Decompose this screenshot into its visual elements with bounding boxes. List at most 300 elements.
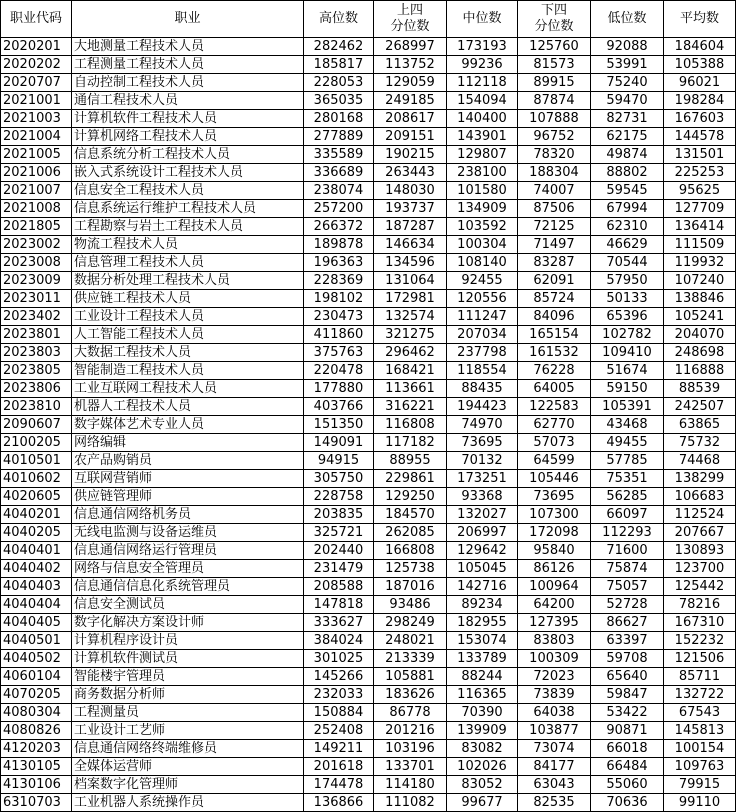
table-row bbox=[1, 578, 736, 596]
cell-average: 242507 bbox=[664, 398, 736, 416]
cell-average: 207667 bbox=[664, 524, 736, 542]
table-row bbox=[1, 416, 736, 434]
cell-occupation: 数据分析处理工程技术人员 bbox=[72, 272, 304, 290]
cell-upper-quartile: 166808 bbox=[374, 542, 447, 560]
table-row bbox=[1, 398, 736, 416]
table-row bbox=[1, 38, 736, 56]
cell-upper-quartile: 268997 bbox=[374, 38, 447, 56]
cell-low: 49874 bbox=[591, 146, 664, 164]
cell-high: 201618 bbox=[304, 758, 374, 776]
table-row bbox=[1, 290, 736, 308]
cell-median: 206997 bbox=[447, 524, 518, 542]
cell-median: 102026 bbox=[447, 758, 518, 776]
cell-upper-quartile: 262085 bbox=[374, 524, 447, 542]
cell-lower-quartile: 64038 bbox=[518, 704, 591, 722]
cell-occupation: 智能制造工程技术人员 bbox=[72, 362, 304, 380]
cell-code: 2021004 bbox=[1, 128, 72, 146]
cell-low: 59708 bbox=[591, 650, 664, 668]
cell-code: 4040405 bbox=[1, 614, 72, 632]
cell-code: 2020707 bbox=[1, 74, 72, 92]
cell-lower-quartile: 64005 bbox=[518, 380, 591, 398]
cell-low: 65640 bbox=[591, 668, 664, 686]
cell-lower-quartile: 74007 bbox=[518, 182, 591, 200]
cell-lower-quartile: 62091 bbox=[518, 272, 591, 290]
cell-median: 74970 bbox=[447, 416, 518, 434]
cell-upper-quartile: 296462 bbox=[374, 344, 447, 362]
cell-high: 203835 bbox=[304, 506, 374, 524]
cell-lower-quartile: 103877 bbox=[518, 722, 591, 740]
cell-low: 55060 bbox=[591, 776, 664, 794]
cell-lower-quartile: 105446 bbox=[518, 470, 591, 488]
cell-average: 116888 bbox=[664, 362, 736, 380]
cell-low: 59545 bbox=[591, 182, 664, 200]
cell-average: 198284 bbox=[664, 92, 736, 110]
header-cell-median: 中位数 bbox=[447, 1, 518, 38]
cell-occupation: 商务数据分析师 bbox=[72, 686, 304, 704]
cell-occupation: 物流工程技术人员 bbox=[72, 236, 304, 254]
cell-upper-quartile: 172981 bbox=[374, 290, 447, 308]
cell-low: 92088 bbox=[591, 38, 664, 56]
cell-average: 125442 bbox=[664, 578, 736, 596]
cell-average: 127709 bbox=[664, 200, 736, 218]
cell-average: 131501 bbox=[664, 146, 736, 164]
cell-low: 66018 bbox=[591, 740, 664, 758]
cell-median: 207034 bbox=[447, 326, 518, 344]
cell-median: 88244 bbox=[447, 668, 518, 686]
cell-average: 167310 bbox=[664, 614, 736, 632]
cell-median: 129807 bbox=[447, 146, 518, 164]
cell-average: 88539 bbox=[664, 380, 736, 398]
cell-median: 105045 bbox=[447, 560, 518, 578]
header-cell-low: 低位数 bbox=[591, 1, 664, 38]
cell-high: 174478 bbox=[304, 776, 374, 794]
cell-low: 62310 bbox=[591, 218, 664, 236]
cell-low: 109410 bbox=[591, 344, 664, 362]
cell-lower-quartile: 78320 bbox=[518, 146, 591, 164]
cell-lower-quartile: 172098 bbox=[518, 524, 591, 542]
cell-median: 83052 bbox=[447, 776, 518, 794]
cell-occupation: 计算机软件工程技术人员 bbox=[72, 110, 304, 128]
cell-upper-quartile: 187016 bbox=[374, 578, 447, 596]
cell-occupation: 供应链管理师 bbox=[72, 488, 304, 506]
cell-average: 109763 bbox=[664, 758, 736, 776]
cell-average: 152232 bbox=[664, 632, 736, 650]
table-row bbox=[1, 146, 736, 164]
cell-lower-quartile: 76228 bbox=[518, 362, 591, 380]
cell-upper-quartile: 183626 bbox=[374, 686, 447, 704]
cell-high: 228758 bbox=[304, 488, 374, 506]
cell-low: 70636 bbox=[591, 794, 664, 812]
cell-upper-quartile: 209151 bbox=[374, 128, 447, 146]
cell-high: 231479 bbox=[304, 560, 374, 578]
cell-code: 2090607 bbox=[1, 416, 72, 434]
cell-code: 4040501 bbox=[1, 632, 72, 650]
cell-high: 280168 bbox=[304, 110, 374, 128]
cell-upper-quartile: 93486 bbox=[374, 596, 447, 614]
cell-occupation: 信息通信网络机务员 bbox=[72, 506, 304, 524]
cell-upper-quartile: 213339 bbox=[374, 650, 447, 668]
table-row bbox=[1, 686, 736, 704]
cell-average: 138299 bbox=[664, 470, 736, 488]
cell-median: 116365 bbox=[447, 686, 518, 704]
cell-high: 220478 bbox=[304, 362, 374, 380]
cell-average: 105241 bbox=[664, 308, 736, 326]
cell-high: 228369 bbox=[304, 272, 374, 290]
cell-code: 4040402 bbox=[1, 560, 72, 578]
cell-average: 167603 bbox=[664, 110, 736, 128]
cell-lower-quartile: 122583 bbox=[518, 398, 591, 416]
cell-high: 196363 bbox=[304, 254, 374, 272]
cell-average: 136414 bbox=[664, 218, 736, 236]
cell-code: 2021007 bbox=[1, 182, 72, 200]
cell-upper-quartile: 86778 bbox=[374, 704, 447, 722]
cell-high: 403766 bbox=[304, 398, 374, 416]
cell-average: 130893 bbox=[664, 542, 736, 560]
cell-lower-quartile: 63043 bbox=[518, 776, 591, 794]
cell-low: 70544 bbox=[591, 254, 664, 272]
table-row bbox=[1, 92, 736, 110]
table-row bbox=[1, 542, 736, 560]
table-row bbox=[1, 632, 736, 650]
table-row bbox=[1, 722, 736, 740]
cell-average: 144578 bbox=[664, 128, 736, 146]
cell-median: 111247 bbox=[447, 308, 518, 326]
cell-median: 154094 bbox=[447, 92, 518, 110]
cell-high: 232033 bbox=[304, 686, 374, 704]
cell-high: 301025 bbox=[304, 650, 374, 668]
cell-high: 335589 bbox=[304, 146, 374, 164]
cell-upper-quartile: 134596 bbox=[374, 254, 447, 272]
table-row bbox=[1, 596, 736, 614]
cell-low: 63397 bbox=[591, 632, 664, 650]
table-row bbox=[1, 704, 736, 722]
cell-occupation: 智能楼宇管理员 bbox=[72, 668, 304, 686]
cell-low: 67994 bbox=[591, 200, 664, 218]
cell-code: 4010501 bbox=[1, 452, 72, 470]
cell-occupation: 自动控制工程技术人员 bbox=[72, 74, 304, 92]
cell-low: 82731 bbox=[591, 110, 664, 128]
cell-low: 90871 bbox=[591, 722, 664, 740]
cell-upper-quartile: 105881 bbox=[374, 668, 447, 686]
cell-average: 99110 bbox=[664, 794, 736, 812]
cell-occupation: 数字化解决方案设计师 bbox=[72, 614, 304, 632]
cell-code: 4120203 bbox=[1, 740, 72, 758]
cell-high: 145266 bbox=[304, 668, 374, 686]
cell-high: 136866 bbox=[304, 794, 374, 812]
cell-lower-quartile: 100309 bbox=[518, 650, 591, 668]
table-row bbox=[1, 740, 736, 758]
cell-upper-quartile: 146634 bbox=[374, 236, 447, 254]
cell-occupation: 网络与信息安全管理员 bbox=[72, 560, 304, 578]
cell-high: 325721 bbox=[304, 524, 374, 542]
cell-low: 66097 bbox=[591, 506, 664, 524]
cell-upper-quartile: 132574 bbox=[374, 308, 447, 326]
cell-average: 121506 bbox=[664, 650, 736, 668]
header-cell-code: 职业代码 bbox=[1, 1, 72, 38]
table-row bbox=[1, 326, 736, 344]
cell-median: 101580 bbox=[447, 182, 518, 200]
cell-median: 70390 bbox=[447, 704, 518, 722]
cell-average: 138846 bbox=[664, 290, 736, 308]
cell-low: 105391 bbox=[591, 398, 664, 416]
cell-occupation: 信息通信信息化系统管理员 bbox=[72, 578, 304, 596]
cell-occupation: 工程测量工程技术人员 bbox=[72, 56, 304, 74]
cell-high: 149091 bbox=[304, 434, 374, 452]
cell-lower-quartile: 107300 bbox=[518, 506, 591, 524]
cell-low: 53422 bbox=[591, 704, 664, 722]
cell-median: 120556 bbox=[447, 290, 518, 308]
cell-code: 2023803 bbox=[1, 344, 72, 362]
table-row bbox=[1, 668, 736, 686]
cell-upper-quartile: 117182 bbox=[374, 434, 447, 452]
table-row bbox=[1, 308, 736, 326]
cell-average: 85711 bbox=[664, 668, 736, 686]
cell-median: 100304 bbox=[447, 236, 518, 254]
cell-code: 2023806 bbox=[1, 380, 72, 398]
cell-median: 237798 bbox=[447, 344, 518, 362]
cell-median: 118554 bbox=[447, 362, 518, 380]
cell-median: 70132 bbox=[447, 452, 518, 470]
cell-upper-quartile: 208617 bbox=[374, 110, 447, 128]
cell-lower-quartile: 73695 bbox=[518, 488, 591, 506]
cell-average: 112524 bbox=[664, 506, 736, 524]
cell-upper-quartile: 184570 bbox=[374, 506, 447, 524]
cell-upper-quartile: 190215 bbox=[374, 146, 447, 164]
cell-high: 147818 bbox=[304, 596, 374, 614]
table-row bbox=[1, 74, 736, 92]
cell-lower-quartile: 85724 bbox=[518, 290, 591, 308]
cell-code: 4020605 bbox=[1, 488, 72, 506]
cell-code: 2021008 bbox=[1, 200, 72, 218]
cell-high: 149211 bbox=[304, 740, 374, 758]
cell-high: 94915 bbox=[304, 452, 374, 470]
cell-median: 139909 bbox=[447, 722, 518, 740]
cell-median: 134909 bbox=[447, 200, 518, 218]
cell-median: 93368 bbox=[447, 488, 518, 506]
cell-occupation: 无线电监测与设备运维员 bbox=[72, 524, 304, 542]
cell-median: 83082 bbox=[447, 740, 518, 758]
cell-code: 2021005 bbox=[1, 146, 72, 164]
cell-code: 2021805 bbox=[1, 218, 72, 236]
cell-average: 248698 bbox=[664, 344, 736, 362]
cell-high: 202440 bbox=[304, 542, 374, 560]
cell-upper-quartile: 249185 bbox=[374, 92, 447, 110]
cell-upper-quartile: 125738 bbox=[374, 560, 447, 578]
cell-upper-quartile: 113661 bbox=[374, 380, 447, 398]
header-cell-average: 平均数 bbox=[664, 1, 736, 38]
cell-upper-quartile: 129059 bbox=[374, 74, 447, 92]
cell-upper-quartile: 229861 bbox=[374, 470, 447, 488]
cell-occupation: 信息安全测试员 bbox=[72, 596, 304, 614]
cell-high: 185817 bbox=[304, 56, 374, 74]
cell-occupation: 工程测量员 bbox=[72, 704, 304, 722]
cell-lower-quartile: 188304 bbox=[518, 164, 591, 182]
table-row bbox=[1, 182, 736, 200]
cell-low: 112293 bbox=[591, 524, 664, 542]
table-row bbox=[1, 200, 736, 218]
cell-low: 75057 bbox=[591, 578, 664, 596]
table-row bbox=[1, 362, 736, 380]
cell-lower-quartile: 95840 bbox=[518, 542, 591, 560]
cell-median: 194423 bbox=[447, 398, 518, 416]
cell-code: 2023008 bbox=[1, 254, 72, 272]
cell-occupation: 工程勘察与岩土工程技术人员 bbox=[72, 218, 304, 236]
cell-average: 132722 bbox=[664, 686, 736, 704]
cell-average: 100154 bbox=[664, 740, 736, 758]
cell-median: 129642 bbox=[447, 542, 518, 560]
cell-high: 177880 bbox=[304, 380, 374, 398]
cell-code: 2100205 bbox=[1, 434, 72, 452]
cell-median: 182955 bbox=[447, 614, 518, 632]
table-row bbox=[1, 614, 736, 632]
cell-average: 123700 bbox=[664, 560, 736, 578]
cell-code: 2021003 bbox=[1, 110, 72, 128]
cell-high: 189878 bbox=[304, 236, 374, 254]
cell-occupation: 档案数字化管理师 bbox=[72, 776, 304, 794]
cell-average: 106683 bbox=[664, 488, 736, 506]
table-row bbox=[1, 236, 736, 254]
cell-median: 73695 bbox=[447, 434, 518, 452]
cell-average: 67543 bbox=[664, 704, 736, 722]
cell-high: 305750 bbox=[304, 470, 374, 488]
header-cell-upper-quartile: 上四 分位数 bbox=[374, 1, 447, 38]
cell-occupation: 信息安全工程技术人员 bbox=[72, 182, 304, 200]
cell-high: 238074 bbox=[304, 182, 374, 200]
cell-code: 2023805 bbox=[1, 362, 72, 380]
cell-upper-quartile: 111082 bbox=[374, 794, 447, 812]
cell-lower-quartile: 72125 bbox=[518, 218, 591, 236]
cell-lower-quartile: 72023 bbox=[518, 668, 591, 686]
cell-code: 2023402 bbox=[1, 308, 72, 326]
cell-occupation: 计算机程序设计员 bbox=[72, 632, 304, 650]
table-row bbox=[1, 254, 736, 272]
cell-low: 51674 bbox=[591, 362, 664, 380]
cell-average: 105388 bbox=[664, 56, 736, 74]
cell-low: 66484 bbox=[591, 758, 664, 776]
cell-high: 411860 bbox=[304, 326, 374, 344]
cell-upper-quartile: 316221 bbox=[374, 398, 447, 416]
cell-code: 2023011 bbox=[1, 290, 72, 308]
cell-median: 108140 bbox=[447, 254, 518, 272]
cell-lower-quartile: 83287 bbox=[518, 254, 591, 272]
cell-occupation: 全媒体运营师 bbox=[72, 758, 304, 776]
cell-high: 150884 bbox=[304, 704, 374, 722]
header-row bbox=[1, 1, 736, 38]
cell-occupation: 工业设计工艺师 bbox=[72, 722, 304, 740]
cell-lower-quartile: 57073 bbox=[518, 434, 591, 452]
cell-upper-quartile: 133701 bbox=[374, 758, 447, 776]
table-row bbox=[1, 110, 736, 128]
cell-average: 184604 bbox=[664, 38, 736, 56]
cell-low: 57950 bbox=[591, 272, 664, 290]
cell-code: 2023002 bbox=[1, 236, 72, 254]
cell-occupation: 网络编辑 bbox=[72, 434, 304, 452]
table-row bbox=[1, 650, 736, 668]
cell-code: 4040401 bbox=[1, 542, 72, 560]
cell-lower-quartile: 165154 bbox=[518, 326, 591, 344]
cell-lower-quartile: 84177 bbox=[518, 758, 591, 776]
cell-occupation: 大地测量工程技术人员 bbox=[72, 38, 304, 56]
cell-occupation: 信息通信网络终端维修员 bbox=[72, 740, 304, 758]
cell-average: 119932 bbox=[664, 254, 736, 272]
cell-low: 49455 bbox=[591, 434, 664, 452]
cell-code: 2023009 bbox=[1, 272, 72, 290]
cell-code: 4080304 bbox=[1, 704, 72, 722]
cell-low: 43468 bbox=[591, 416, 664, 434]
cell-average: 63865 bbox=[664, 416, 736, 434]
cell-high: 257200 bbox=[304, 200, 374, 218]
cell-lower-quartile: 96752 bbox=[518, 128, 591, 146]
cell-median: 173251 bbox=[447, 470, 518, 488]
cell-lower-quartile: 107888 bbox=[518, 110, 591, 128]
cell-median: 238100 bbox=[447, 164, 518, 182]
cell-lower-quartile: 87506 bbox=[518, 200, 591, 218]
cell-low: 59847 bbox=[591, 686, 664, 704]
cell-low: 65396 bbox=[591, 308, 664, 326]
cell-lower-quartile: 73839 bbox=[518, 686, 591, 704]
cell-low: 53991 bbox=[591, 56, 664, 74]
cell-code: 2020201 bbox=[1, 38, 72, 56]
cell-median: 142716 bbox=[447, 578, 518, 596]
cell-low: 57785 bbox=[591, 452, 664, 470]
table-row bbox=[1, 452, 736, 470]
cell-lower-quartile: 62770 bbox=[518, 416, 591, 434]
table-row bbox=[1, 56, 736, 74]
table-row bbox=[1, 470, 736, 488]
table-row bbox=[1, 488, 736, 506]
cell-occupation: 机器人工程技术人员 bbox=[72, 398, 304, 416]
cell-upper-quartile: 168421 bbox=[374, 362, 447, 380]
cell-code: 4040502 bbox=[1, 650, 72, 668]
cell-upper-quartile: 88955 bbox=[374, 452, 447, 470]
cell-upper-quartile: 248021 bbox=[374, 632, 447, 650]
cell-occupation: 工业设计工程技术人员 bbox=[72, 308, 304, 326]
cell-code: 4040403 bbox=[1, 578, 72, 596]
cell-lower-quartile: 161532 bbox=[518, 344, 591, 362]
cell-low: 71600 bbox=[591, 542, 664, 560]
cell-code: 4130106 bbox=[1, 776, 72, 794]
cell-low: 59470 bbox=[591, 92, 664, 110]
cell-occupation: 信息系统运行维护工程技术人员 bbox=[72, 200, 304, 218]
cell-upper-quartile: 148030 bbox=[374, 182, 447, 200]
cell-low: 75874 bbox=[591, 560, 664, 578]
cell-occupation: 互联网营销师 bbox=[72, 470, 304, 488]
cell-code: 4040205 bbox=[1, 524, 72, 542]
cell-code: 4040201 bbox=[1, 506, 72, 524]
cell-code: 2023801 bbox=[1, 326, 72, 344]
cell-high: 252408 bbox=[304, 722, 374, 740]
cell-high: 282462 bbox=[304, 38, 374, 56]
cell-high: 365035 bbox=[304, 92, 374, 110]
cell-high: 228053 bbox=[304, 74, 374, 92]
cell-occupation: 数字媒体艺术专业人员 bbox=[72, 416, 304, 434]
cell-code: 4060104 bbox=[1, 668, 72, 686]
cell-lower-quartile: 127395 bbox=[518, 614, 591, 632]
cell-code: 2021001 bbox=[1, 92, 72, 110]
table-row bbox=[1, 434, 736, 452]
cell-occupation: 信息通信网络运行管理员 bbox=[72, 542, 304, 560]
cell-occupation: 工业机器人系统操作员 bbox=[72, 794, 304, 812]
header-cell-occupation: 职业 bbox=[72, 1, 304, 38]
cell-average: 225253 bbox=[664, 164, 736, 182]
cell-low: 56285 bbox=[591, 488, 664, 506]
cell-high: 266372 bbox=[304, 218, 374, 236]
cell-median: 88435 bbox=[447, 380, 518, 398]
cell-high: 151350 bbox=[304, 416, 374, 434]
table-row bbox=[1, 758, 736, 776]
cell-lower-quartile: 81573 bbox=[518, 56, 591, 74]
cell-low: 88802 bbox=[591, 164, 664, 182]
